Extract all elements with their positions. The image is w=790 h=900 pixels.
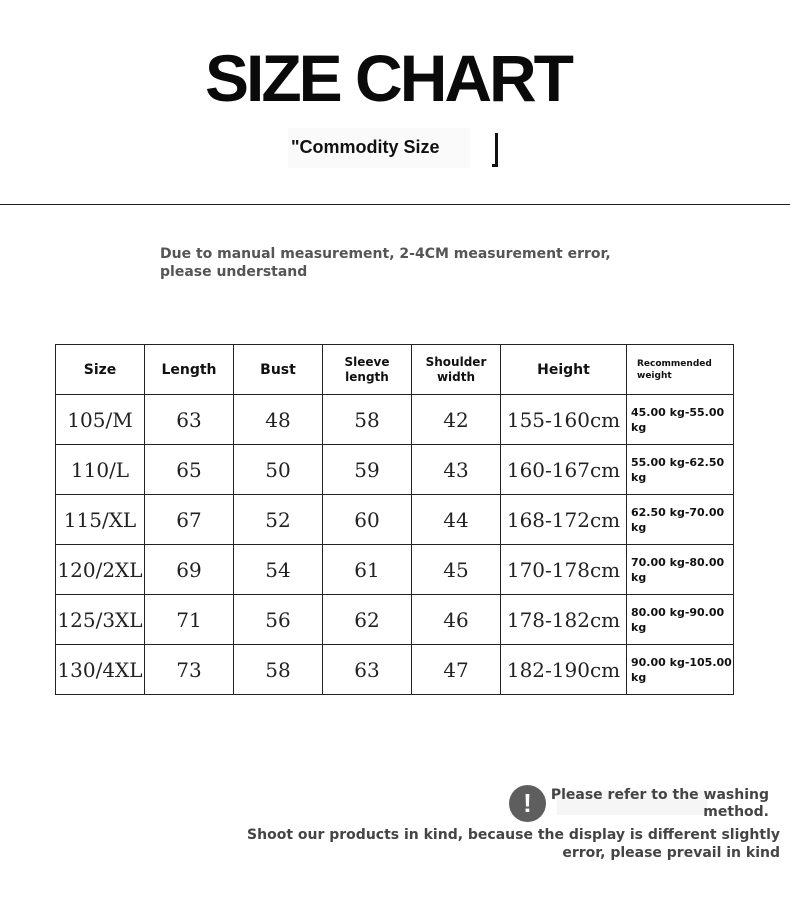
cell-recommended-weight: 62.50 kg-70.00 kg — [627, 495, 734, 545]
cell-size: 125/3XL — [56, 595, 145, 645]
washing-note: Please refer to the washing method. — [550, 787, 769, 820]
cell-length: 73 — [145, 645, 234, 695]
cell-bust: 50 — [234, 445, 323, 495]
cell-shoulder-width: 43 — [412, 445, 501, 495]
cell-recommended-weight: 70.00 kg-80.00 kg — [627, 545, 734, 595]
cell-height: 160-167cm — [501, 445, 627, 495]
divider — [0, 204, 790, 205]
cell-sleeve-length: 60 — [323, 495, 412, 545]
cell-length: 65 — [145, 445, 234, 495]
cell-bust: 56 — [234, 595, 323, 645]
cell-size: 105/M — [56, 395, 145, 445]
table-row — [56, 395, 734, 445]
cell-height: 168-172cm — [501, 495, 627, 545]
cell-height: 170-178cm — [501, 545, 627, 595]
header-sleeve-length: Sleeve length — [323, 345, 412, 395]
cell-bust: 58 — [234, 645, 323, 695]
cell-shoulder-width: 42 — [412, 395, 501, 445]
bracket-decoration — [492, 133, 498, 167]
page-title: SIZE CHART — [205, 41, 571, 115]
cell-height: 178-182cm — [501, 595, 627, 645]
subtitle: "Commodity Size — [291, 137, 440, 157]
cell-length: 71 — [145, 595, 234, 645]
table-body — [56, 395, 734, 695]
cell-height: 155-160cm — [501, 395, 627, 445]
cell-sleeve-length: 61 — [323, 545, 412, 595]
table-row — [56, 445, 734, 495]
cell-size: 130/4XL — [56, 645, 145, 695]
cell-shoulder-width: 44 — [412, 495, 501, 545]
table-header-row — [56, 345, 734, 395]
header-bust: Bust — [234, 345, 323, 395]
cell-bust: 54 — [234, 545, 323, 595]
cell-size: 115/XL — [56, 495, 145, 545]
cell-recommended-weight: 90.00 kg-105.00 kg — [627, 645, 734, 695]
cell-length: 69 — [145, 545, 234, 595]
cell-recommended-weight: 55.00 kg-62.50 kg — [627, 445, 734, 495]
cell-recommended-weight: 80.00 kg-90.00 kg — [627, 595, 734, 645]
cell-height: 182-190cm — [501, 645, 627, 695]
cell-sleeve-length: 58 — [323, 395, 412, 445]
cell-length: 63 — [145, 395, 234, 445]
cell-bust: 48 — [234, 395, 323, 445]
exclamation-icon: ! — [509, 785, 546, 822]
size-table — [55, 344, 734, 695]
header-length: Length — [145, 345, 234, 395]
cell-bust: 52 — [234, 495, 323, 545]
table-row — [56, 495, 734, 545]
cell-recommended-weight: 45.00 kg-55.00 kg — [627, 395, 734, 445]
cell-shoulder-width: 45 — [412, 545, 501, 595]
cell-shoulder-width: 46 — [412, 595, 501, 645]
header-size: Size — [56, 345, 145, 395]
table-row — [56, 645, 734, 695]
cell-size: 110/L — [56, 445, 145, 495]
header-height: Height — [501, 345, 627, 395]
measurement-note: Due to manual measurement, 2-4CM measurement error, please understand — [160, 246, 611, 280]
table-row — [56, 595, 734, 645]
header-recommended-weight: Recommended weight — [627, 345, 734, 395]
footer-note: Shoot our products in kind, because the display is different slightly error, please prevail in kind — [247, 827, 780, 861]
cell-shoulder-width: 47 — [412, 645, 501, 695]
cell-sleeve-length: 62 — [323, 595, 412, 645]
cell-sleeve-length: 59 — [323, 445, 412, 495]
header-shoulder-width: Shoulder width — [412, 345, 501, 395]
table-row — [56, 545, 734, 595]
cell-length: 67 — [145, 495, 234, 545]
cell-size: 120/2XL — [56, 545, 145, 595]
cell-sleeve-length: 63 — [323, 645, 412, 695]
